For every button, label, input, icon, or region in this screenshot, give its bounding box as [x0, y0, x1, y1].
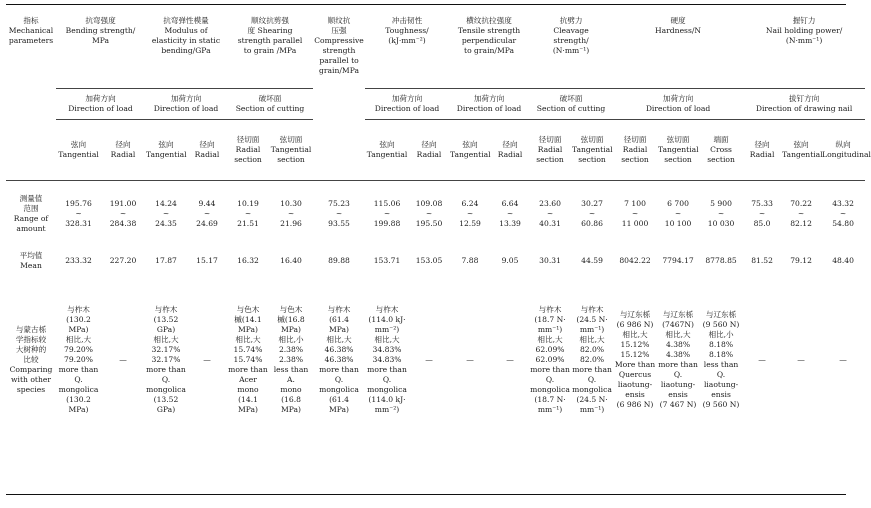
sub-cutting-2: 破坏面 Section of cutting	[529, 89, 613, 120]
col-head: 弦切面 Tangential section	[270, 135, 312, 164]
range-cell: 10.19 ~ 21.51	[237, 199, 259, 228]
range-cell: 14.24 ~ 24.35	[155, 199, 177, 228]
bottom-rule	[6, 494, 846, 495]
col-head: 径切面 Radial section	[234, 135, 262, 164]
range-cell: 23.60 ~ 40.31	[539, 199, 561, 228]
col-head: 径向 Radial	[194, 140, 220, 159]
col-head: 端面 Cross section	[707, 135, 735, 164]
param-header: 指标 Mechanical parameters	[8, 16, 54, 45]
comp-cell: 与辽东栎 (9 560 N) 相比,小 8.18% 8.18% less than Q. liaotung- ensis (9 560 N)	[702, 310, 740, 409]
row-label: 与蒙古栎 学指标较 大树种的 比较 Comparing with other species	[9, 325, 53, 394]
mean-cell: 48.40	[832, 256, 854, 265]
mean-cell: 9.05	[501, 256, 519, 265]
col-head: 径向 Radial	[110, 140, 136, 159]
range-cell: 6.64 ~ 13.39	[499, 199, 521, 228]
sub-load-3: 加荷方向 Direction of load	[365, 89, 449, 120]
comp-cell: 与柞木 (18.7 N· mm⁻¹) 相比,大 62.09% 62.09% more than Q. mongolica (18.7 N· mm⁻¹)	[530, 305, 570, 414]
col-head: 弦切面 Tangential section	[572, 135, 613, 164]
mean-cell: 227.20	[109, 256, 137, 265]
range-cell: 109.08 ~ 195.50	[415, 199, 443, 228]
mean-cell: 233.32	[65, 256, 92, 265]
sub-load-4: 加荷方向 Direction of load	[449, 89, 529, 120]
mean-cell: 15.17	[196, 256, 218, 265]
comp-cell: 与色木 槭(14.1 MPa) 相比,大 15.74% 15.74% more than Acer mono (14.1 MPa)	[228, 305, 268, 414]
mean-cell: 8042.22	[619, 256, 651, 265]
col-head: 径向 Radial	[497, 140, 523, 159]
comp-cell: —	[466, 355, 474, 364]
comp-cell: —	[839, 355, 847, 364]
comp-cell: 与柞木 (13.52 GPa) 相比,大 32.17% 32.17% more than Q. mongolica (13.52 GPa)	[146, 305, 186, 414]
group-hardness: 硬度 Hardness/N	[613, 10, 743, 89]
range-cell: 70.22 ~ 82.12	[790, 199, 812, 228]
mean-cell: 16.40	[280, 256, 302, 265]
sub-nail: 拔钉方向 Direction of drawing nail	[743, 89, 865, 120]
comp-cell: 与柞木 (61.4 MPa) 相比,大 46.38% 46.38% more than Q. mongolica (61.4 MPa)	[319, 305, 359, 414]
mean-cell: 89.88	[328, 256, 350, 265]
row-label: 测量值 范围 Range of amount	[13, 194, 49, 233]
mechanical-properties-table	[6, 10, 871, 445]
col-head: 弦向 Tangential	[366, 140, 408, 159]
range-cell: 30.27 ~ 60.86	[581, 199, 603, 228]
group-cleavage: 抗劈力 Cleavage strength/ (N·mm⁻¹)	[529, 10, 613, 89]
col-head: 弦向 Tangential	[58, 140, 99, 159]
sub-load-2: 加荷方向 Direction of load	[145, 89, 227, 120]
comp-cell: 与柞木 (114.0 kJ· mm⁻²) 相比,大 34.83% 34.83% more than Q. mongolica (114.0 kJ· mm⁻²)	[367, 305, 407, 414]
range-cell: 6.24 ~ 12.59	[459, 199, 481, 228]
row-label: 平均值 Mean	[19, 251, 43, 270]
mean-cell: 30.31	[539, 256, 561, 265]
range-cell: 9.44 ~ 24.69	[196, 199, 218, 228]
group-shearing: 顺纹抗剪强 度 Shearing strength parallel to grain /MPa	[227, 10, 313, 89]
comp-cell: —	[425, 355, 433, 364]
col-head: 径向 Radial	[749, 140, 775, 159]
range-cell: 75.23 ~ 93.55	[328, 199, 350, 228]
comp-cell: —	[758, 355, 766, 364]
group-modulus: 抗弯弹性模量 Modulus of elasticity in static bending/GPa	[145, 10, 227, 89]
mean-cell: 17.87	[155, 256, 177, 265]
sub-cutting-1: 破坏面 Section of cutting	[227, 89, 313, 120]
comp-cell: —	[797, 355, 805, 364]
sub-cutting-3: 加荷方向 Direction of load	[613, 89, 743, 120]
range-cell: 6 700 ~ 10 100	[664, 199, 692, 228]
range-cell: 10.30 ~ 21.96	[280, 199, 302, 228]
col-head: 弦切面 Tangential section	[658, 135, 699, 164]
col-head: 弦向 Tangential	[146, 140, 187, 159]
col-head: 纵向 Longitudinal	[822, 140, 871, 159]
top-rule	[6, 4, 846, 5]
mean-cell: 7794.17	[662, 256, 694, 265]
mean-cell: 8778.85	[705, 256, 737, 265]
range-cell: 191.00 ~ 284.38	[109, 199, 137, 228]
comp-cell: 与柞木 (24.5 N· mm⁻¹) 相比,大 82.0% 82.0% more than Q. mongolica (24.5 N· mm⁻¹)	[572, 305, 612, 414]
range-cell: 195.76 ~ 328.31	[65, 199, 92, 228]
col-head: 径切面 Radial section	[536, 135, 564, 164]
range-cell: 5 900 ~ 10 030	[707, 199, 735, 228]
group-compressive: 顺纹抗 压强 Compressive strength parallel to grain/MPa	[314, 16, 364, 75]
comp-cell: 与辽东栎 (7467N) 相比,大 4.38% 4.38% more than Q. liaotung- ensis (7 467 N)	[658, 310, 698, 409]
sub-load-1: 加荷方向 Direction of load	[56, 89, 145, 120]
col-head: 径向 Radial	[416, 140, 442, 159]
comp-cell: —	[203, 355, 211, 364]
col-head: 径切面 Radial section	[621, 135, 649, 164]
range-cell: 7 100 ~ 11 000	[621, 199, 649, 228]
comp-cell: —	[119, 355, 127, 364]
group-toughness: 冲击韧性 Toughness/ (kJ·mm⁻²)	[365, 10, 449, 89]
table-row-range	[6, 181, 865, 248]
comp-cell: —	[506, 355, 514, 364]
mean-cell: 153.05	[415, 256, 443, 265]
comp-cell: 与色木 槭(16.8 MPa) 相比,小 2.38% 2.38% less than A. mono (16.8 MPa)	[273, 305, 309, 414]
mean-cell: 153.71	[373, 256, 401, 265]
mean-cell: 44.59	[581, 256, 603, 265]
mean-cell: 7.88	[461, 256, 479, 265]
mean-cell: 79.12	[790, 256, 812, 265]
range-cell: 75.33 ~ 85.0	[751, 199, 773, 228]
comp-cell: 与柞木 (130.2 MPa) 相比,大 79.20% 79.20% more than Q. mongolica (130.2 MPa)	[58, 305, 99, 414]
table-row-comparison	[6, 275, 865, 445]
col-head: 弦向 Tangential	[450, 140, 491, 159]
table-row-mean	[6, 247, 865, 275]
mean-cell: 16.32	[237, 256, 259, 265]
comp-cell: 与辽东栎 (6 986 N) 相比,大 15.12% 15.12% More than Quercus liaotung- ensis (6 986 N)	[614, 310, 656, 409]
mean-cell: 81.52	[751, 256, 773, 265]
range-cell: 115.06 ~ 199.88	[373, 199, 401, 228]
col-head: 弦向 Tangential	[782, 140, 823, 159]
group-bending: 抗弯强度 Bending strength/ MPa	[56, 10, 145, 89]
group-tensile: 横纹抗拉强度 Tensile strength perpendicular to grain/MPa	[449, 10, 529, 89]
group-nail: 握钉力 Nail holding power/ (N·mm⁻¹)	[743, 10, 865, 89]
range-cell: 43.32 ~ 54.80	[832, 199, 854, 228]
